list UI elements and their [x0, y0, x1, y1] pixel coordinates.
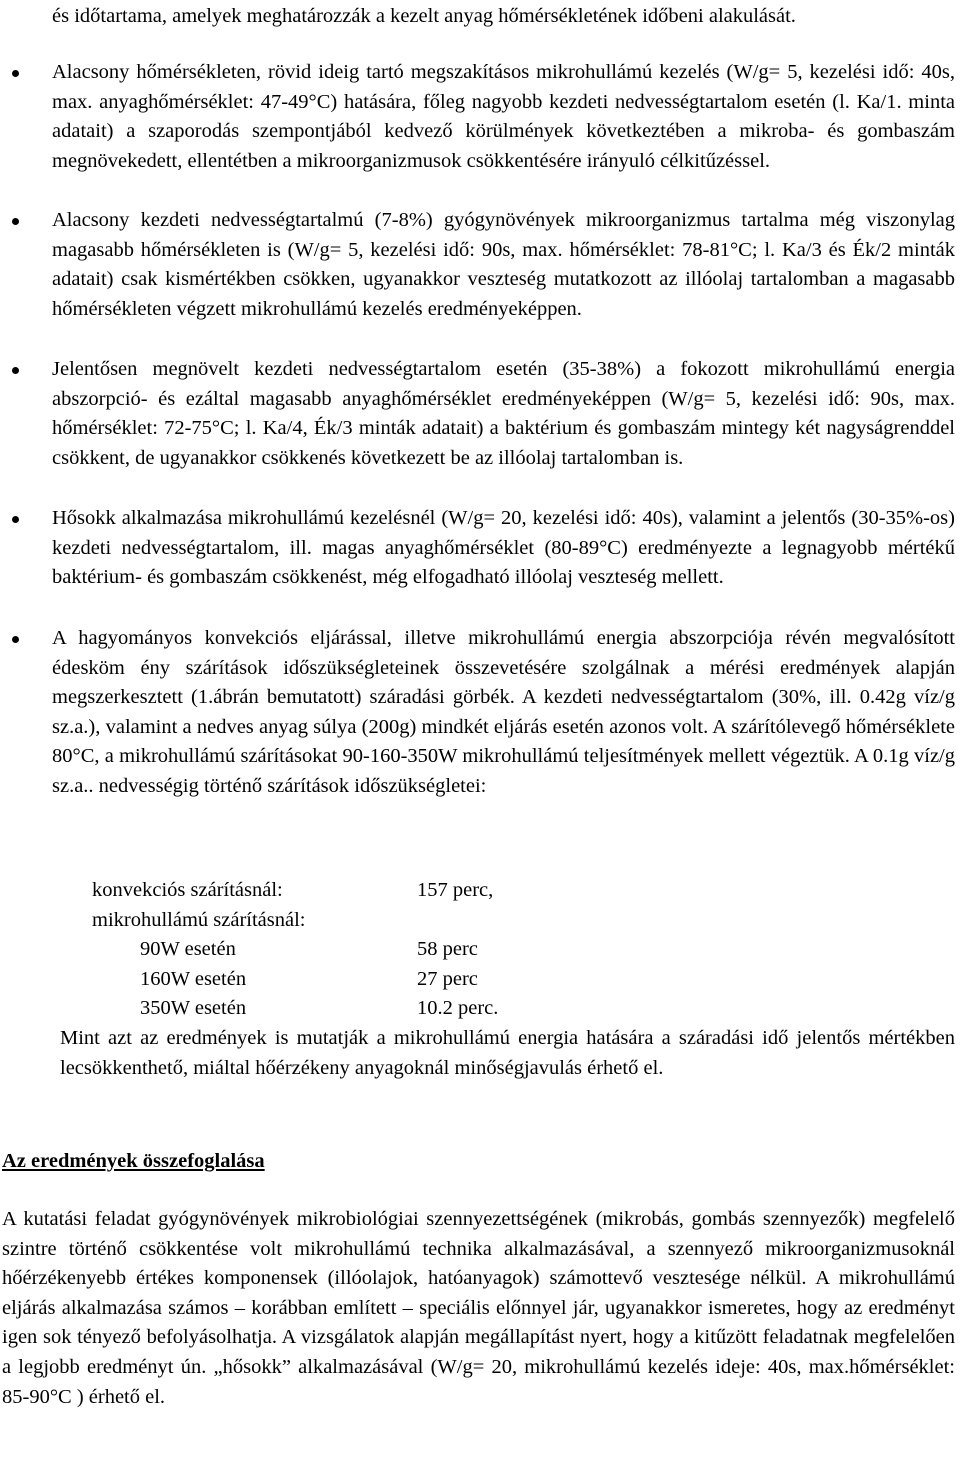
microwave-row	[92, 965, 692, 995]
convection-label: konvekciós szárításnál:	[92, 879, 283, 901]
summary-paragraph: A kutatási feladat gyógynövények mikrobiológiai szennyezettségének (mikrobás, gombás szennyezők) megfelelő szintre történő csökkentése volt mikrohullámú technika alkalmazásával, a szennyező mikroorganizmusoknál hőérzékenyebb értékes komponensek (illóolajok, hatóanyagok) számottevő vesztesége nélkül. A mikrohullámú eljárás alkalmazása számos – korábban említett – speciális előnnyel jár, ugyanakkor ismeretes, hogy az eredményt igen sok tényező befolyásolhatja. A vizsgálatok alapján megállapítást nyert, hogy a kitűzött feladatnak megfelelően a legjobb eredményt ún. „hősokk” alkalmazásával (W/g= 20, mikrohullámú kezelés ideje: 40s, max.hőmérséklet: 85-90°C ) érhető el.	[2, 1208, 955, 1408]
microwave-row	[92, 994, 692, 1024]
drying-times-table	[92, 876, 692, 1024]
bullet-item	[0, 355, 955, 504]
power-label: 350W esetén	[140, 997, 247, 1020]
results-bullet-list	[0, 58, 955, 802]
bullet-dot-icon	[12, 367, 19, 374]
power-label: 90W esetén	[140, 938, 236, 961]
bullet-dot-icon	[12, 516, 19, 523]
convection-row	[92, 876, 692, 906]
section-heading-text: Az eredmények összefoglalása	[2, 1150, 265, 1172]
bullet-item	[0, 58, 955, 206]
bullet-text: Jelentősen megnövelt kezdeti nedvességtartalom esetén (35-38%) a fokozott mikrohullámú energia abszorpció- és ezáltal magasabb anyaghőmérséklet eredményeképpen (W/g= 5, kezelési idő: 90s, max. hőmérséklet: 72-75°C; l. Ka/4, Ék/3 minták adatait) a baktérium és gombaszám mintegy két nagyságrenddel csökkent, de ugyanakkor csökkenés következett be az illóolaj tartalomban is.	[52, 358, 955, 469]
microwave-row	[92, 935, 692, 965]
bullet-dot-icon	[12, 70, 19, 77]
bullet-dot-icon	[12, 636, 19, 643]
convection-value: 157 perc,	[417, 879, 494, 901]
section-heading	[2, 1147, 960, 1177]
microwave-header-row	[92, 906, 692, 936]
intro-continuation: és időtartama, amelyek meghatározzák a kezelt anyag hőmérsékletének időbeni alakulását.	[52, 5, 796, 27]
microwave-label: mikrohullámú szárításnál:	[92, 908, 306, 931]
bullet-text: Alacsony hőmérsékleten, rövid ideig tartó megszakításos mikrohullámú kezelés (W/g= 5, kezelési idő: 40s, max. anyaghőmérséklet: 47-49°C) hatására, főleg nagyobb kezdeti nedvességtartalom esetén (l. Ka/1. minta adatait) a szaporodás szempontjából kedvező körülmények következtében a mikroba- és gombaszám megnövekedett, ellentétben a mikroorganizmusok csökkentésére irányuló célkitűzéssel.	[52, 61, 955, 172]
bullet-text: Hősokk alkalmazása mikrohullámú kezelésnél (W/g= 20, kezelési idő: 40s), valamint a jelentős (30-35%-os) kezdeti nedvességtartalom, ill. magas anyaghőmérséklet (80-89°C) eredményezte a legnagyobb mértékű baktérium- és gombaszám csökkenést, még elfogadható illóolaj veszteség mellett.	[52, 507, 955, 589]
bullet-text: Alacsony kezdeti nedvességtartalmú (7-8%) gyógynövények mikroorganizmus tartalma még viszonylag magasabb hőmérsékleten is (W/g= 5, kezelési idő: 90s, max. hőmérséklet: 78-81°C; l. Ka/3 és Ék/2 minták adatait) csak kismértékben csökken, ugyanakkor veszteség mutatkozott az illóolaj tartalomban a magasabb hőmérsékleten végzett mikrohullámú kezelés eredményeképpen.	[52, 209, 955, 320]
bullet-item	[0, 624, 955, 802]
bullet-text: A hagyományos konvekciós eljárással, illetve mikrohullámú energia abszorpciója révén megvalósított édesköm ény szárítások időszükségleteinek összevetésére szolgálnak a mérési eredmények alapján megszerkesztett (1.ábrán bemutatott) száradási görbék. A kezdeti nedvességtartalom (30%, ill. 0.42g víz/g sz.a.), valamint a nedves anyag súlya (200g) mindkét eljárás esetén azonos volt. A szárítólevegő hőmérséklete 80°C, a mikrohullámú szárításokat 90-160-350W mikrohullámú teljesítmények mellett végeztük. A 0.1g víz/g sz.a.. nedvességig történő szárítások időszükségletei:	[52, 627, 955, 797]
bullet-item	[0, 206, 955, 355]
time-value: 58 perc	[417, 938, 478, 961]
conclusion-paragraph: Mint azt az eredmények is mutatják a mikrohullámú energia hatására a száradási idő jelentős mértékben lecsökkenthető, miáltal hőérzékeny anyagoknál minőségjavulás érhető el.	[60, 1027, 955, 1079]
time-value: 10.2 perc.	[417, 997, 499, 1020]
bullet-dot-icon	[12, 218, 19, 225]
power-label: 160W esetén	[140, 967, 247, 990]
time-value: 27 perc	[417, 967, 478, 990]
bullet-item	[0, 504, 955, 624]
